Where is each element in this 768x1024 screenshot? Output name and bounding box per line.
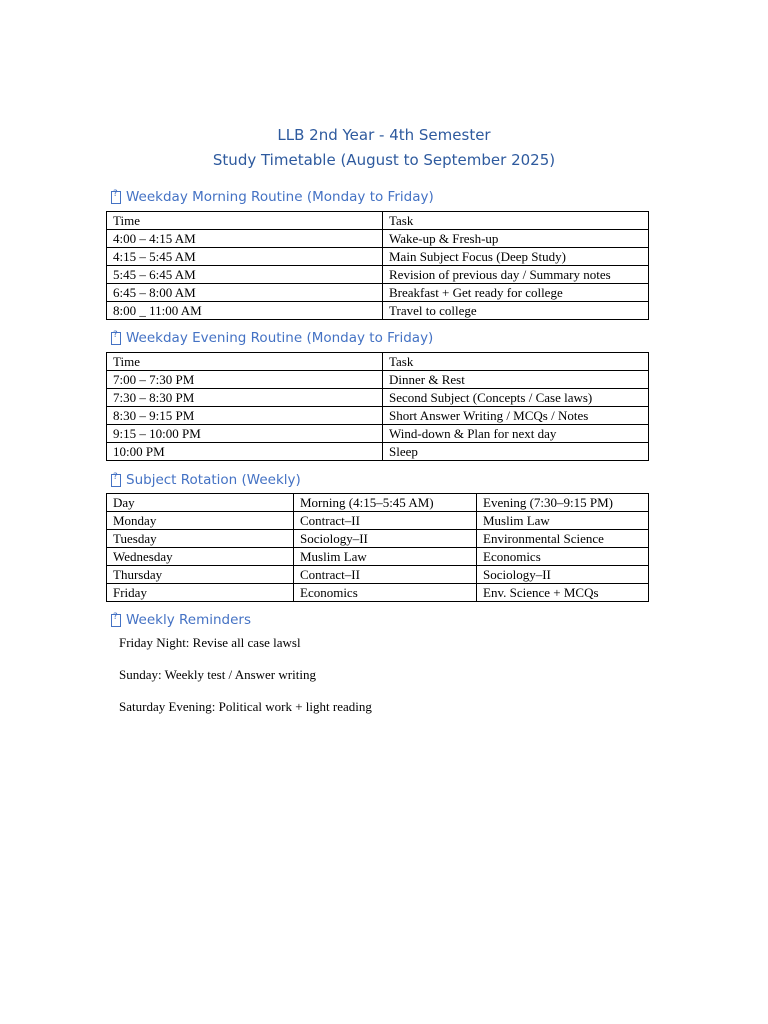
table-row xyxy=(107,443,649,461)
morning-subject-cell: Muslim Law xyxy=(294,548,477,566)
table-header-row xyxy=(107,353,649,371)
table-row xyxy=(107,407,649,425)
time-cell: 8:00 _ 11:00 AM xyxy=(107,302,383,320)
table-row xyxy=(107,530,649,548)
evening-subject-cell: Env. Science + MCQs xyxy=(477,584,649,602)
missing-glyph-icon xyxy=(111,191,121,204)
evening-table xyxy=(106,352,649,461)
reminder-item: Friday Night: Revise all case lawsl xyxy=(119,635,301,650)
reminder-item: Sunday: Weekly test / Answer writing xyxy=(119,667,316,682)
header-cell: Morning (4:15–5:45 AM) xyxy=(294,494,477,512)
missing-glyph-icon xyxy=(111,474,121,487)
morning-heading xyxy=(111,189,434,205)
header-cell: Time xyxy=(107,353,383,371)
time-cell: 4:00 – 4:15 AM xyxy=(107,230,383,248)
table-row xyxy=(107,371,649,389)
document-title: LLB 2nd Year - 4th Semester xyxy=(277,126,491,144)
reminders-heading xyxy=(111,612,251,628)
task-cell: Short Answer Writing / MCQs / Notes xyxy=(383,407,649,425)
day-cell: Friday xyxy=(107,584,294,602)
task-cell: Main Subject Focus (Deep Study) xyxy=(383,248,649,266)
day-cell: Monday xyxy=(107,512,294,530)
table-row xyxy=(107,230,649,248)
task-cell: Sleep xyxy=(383,443,649,461)
evening-heading xyxy=(111,330,433,346)
rotation-table xyxy=(106,493,649,602)
header-cell: Task xyxy=(383,212,649,230)
task-cell: Breakfast + Get ready for college xyxy=(383,284,649,302)
reminders-heading-text: Weekly Reminders xyxy=(126,612,252,628)
rotation-heading-text: Subject Rotation (Weekly) xyxy=(126,472,301,488)
time-cell: 7:00 – 7:30 PM xyxy=(107,371,383,389)
task-cell: Dinner & Rest xyxy=(383,371,649,389)
morning-subject-cell: Contract–II xyxy=(294,512,477,530)
header-cell: Evening (7:30–9:15 PM) xyxy=(477,494,649,512)
table-row xyxy=(107,512,649,530)
table-row xyxy=(107,389,649,407)
task-cell: Second Subject (Concepts / Case laws) xyxy=(383,389,649,407)
header-cell: Task xyxy=(383,353,649,371)
missing-glyph-icon xyxy=(111,332,121,345)
time-cell: 5:45 – 6:45 AM xyxy=(107,266,383,284)
table-row xyxy=(107,284,649,302)
rotation-heading xyxy=(111,472,301,488)
table-row xyxy=(107,548,649,566)
morning-subject-cell: Sociology–II xyxy=(294,530,477,548)
header-cell: Day xyxy=(107,494,294,512)
morning-subject-cell: Contract–II xyxy=(294,566,477,584)
table-row xyxy=(107,302,649,320)
evening-subject-cell: Economics xyxy=(477,548,649,566)
table-header-row xyxy=(107,212,649,230)
time-cell: 8:30 – 9:15 PM xyxy=(107,407,383,425)
time-cell: 7:30 – 8:30 PM xyxy=(107,389,383,407)
reminder-item: Saturday Evening: Political work + light reading xyxy=(119,699,372,714)
missing-glyph-icon xyxy=(111,614,121,627)
table-row xyxy=(107,425,649,443)
evening-subject-cell: Sociology–II xyxy=(477,566,649,584)
time-cell: 9:15 – 10:00 PM xyxy=(107,425,383,443)
table-row xyxy=(107,248,649,266)
morning-heading-text: Weekday Morning Routine (Monday to Friday) xyxy=(126,189,434,205)
evening-subject-cell: Muslim Law xyxy=(477,512,649,530)
time-cell: 10:00 PM xyxy=(107,443,383,461)
morning-subject-cell: Economics xyxy=(294,584,477,602)
table-row xyxy=(107,584,649,602)
task-cell: Travel to college xyxy=(383,302,649,320)
task-cell: Wake-up & Fresh-up xyxy=(383,230,649,248)
table-row xyxy=(107,566,649,584)
evening-heading-text: Weekday Evening Routine (Monday to Friday) xyxy=(126,330,434,346)
evening-subject-cell: Environmental Science xyxy=(477,530,649,548)
table-row xyxy=(107,266,649,284)
day-cell: Wednesday xyxy=(107,548,294,566)
day-cell: Tuesday xyxy=(107,530,294,548)
task-cell: Wind-down & Plan for next day xyxy=(383,425,649,443)
morning-table xyxy=(106,211,649,320)
document-subtitle: Study Timetable (August to September 2025) xyxy=(212,151,556,169)
time-cell: 4:15 – 5:45 AM xyxy=(107,248,383,266)
time-cell: 6:45 – 8:00 AM xyxy=(107,284,383,302)
day-cell: Thursday xyxy=(107,566,294,584)
task-cell: Revision of previous day / Summary notes xyxy=(383,266,649,284)
table-header-row xyxy=(107,494,649,512)
header-cell: Time xyxy=(107,212,383,230)
